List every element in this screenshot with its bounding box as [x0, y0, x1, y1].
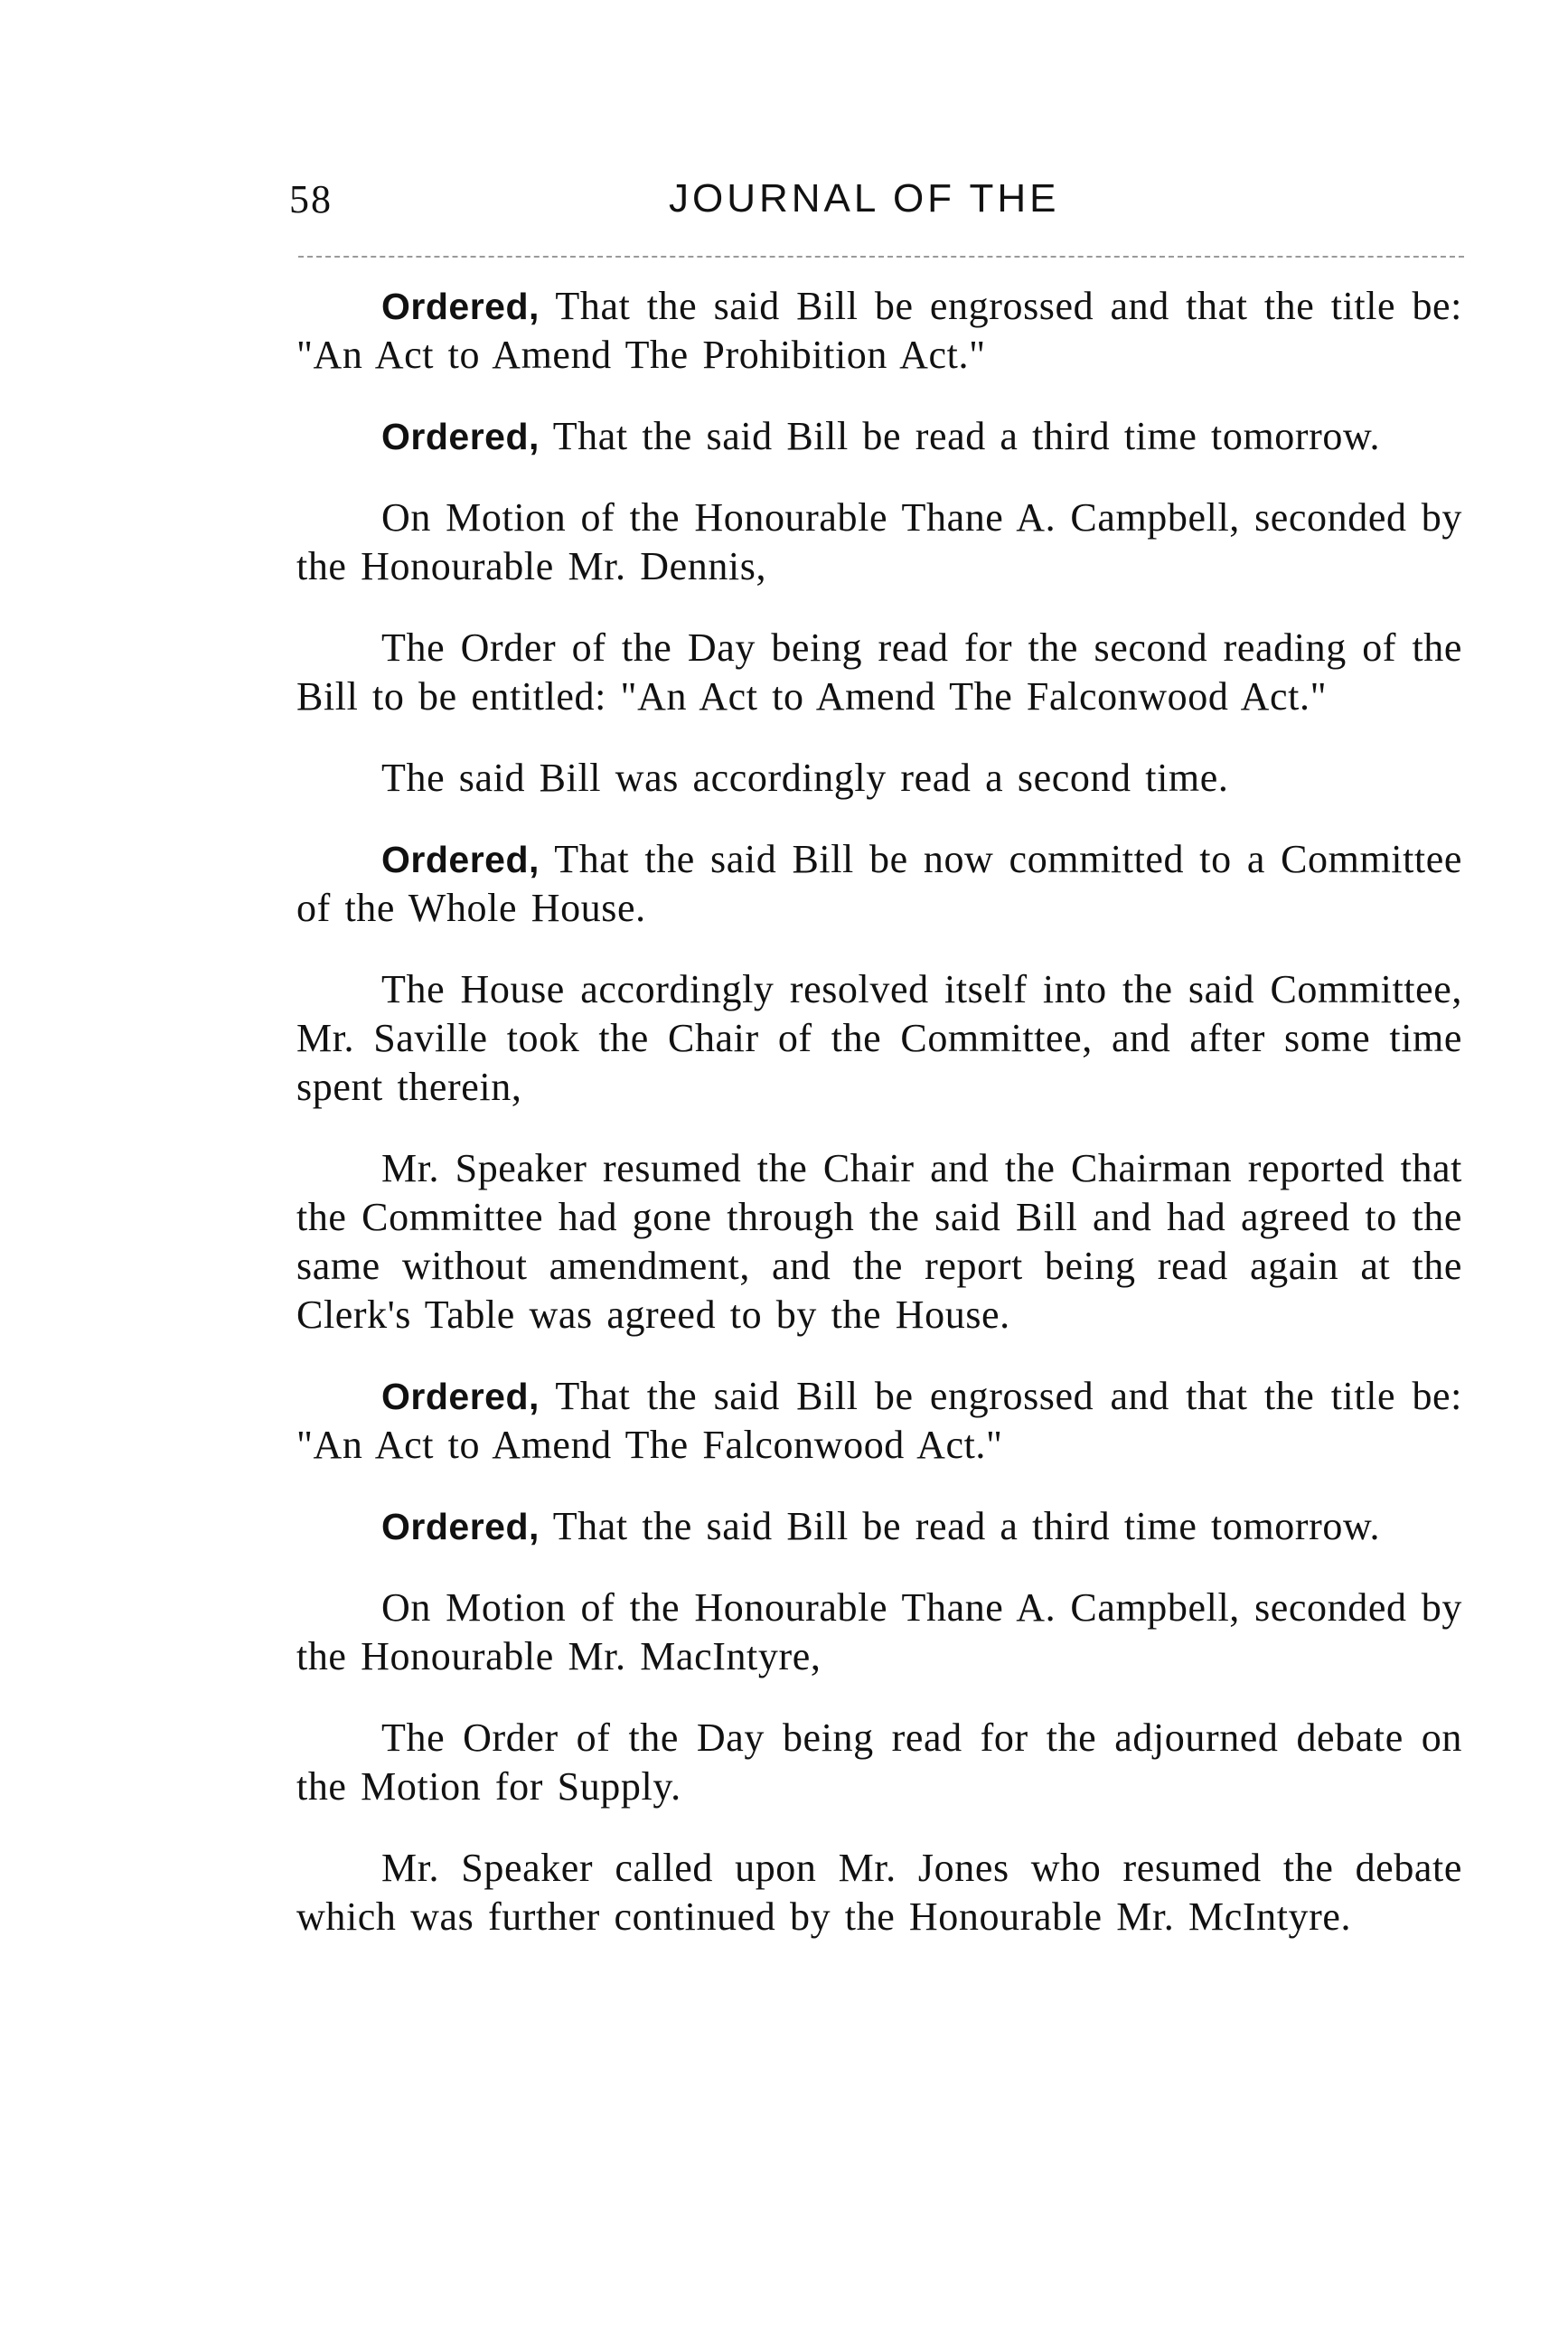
paragraph-text: That the said Bill be engrossed and that the title be: "An Act to Amend The Falconwood Act.": [296, 1374, 1462, 1467]
ordered-keyword: Ordered,: [381, 839, 540, 880]
paragraph-ordered-committed: [296, 835, 1462, 933]
journal-body: [296, 282, 1462, 1974]
paragraph-text: The said Bill was accordingly read a second time.: [381, 756, 1229, 800]
paragraph-text: That the said Bill be now committed to a Committee of the Whole House.: [296, 837, 1462, 930]
page-number: 58: [289, 177, 333, 221]
paragraph-order-adjourned-debate: [296, 1714, 1462, 1811]
paragraph-speaker-resumed: [296, 1144, 1462, 1340]
paragraph-text: That the said Bill be read a third time tomorrow.: [539, 414, 1381, 458]
paragraph-text: On Motion of the Honourable Thane A. Campbell, seconded by the Honourable Mr. Dennis,: [296, 495, 1462, 588]
paragraph-motion-campbell-macintyre: [296, 1584, 1462, 1681]
paragraph-text: That the said Bill be engrossed and that the title be: "An Act to Amend The Prohibition Act.": [296, 284, 1462, 377]
paragraph-ordered-third-reading-2: [296, 1502, 1462, 1551]
paragraph-text: That the said Bill be read a third time tomorrow.: [539, 1504, 1381, 1548]
paragraph-motion-campbell-dennis: [296, 494, 1462, 591]
ordered-keyword: Ordered,: [381, 416, 540, 457]
paragraph-speaker-called-jones: [296, 1844, 1462, 1941]
running-head: [289, 176, 1464, 249]
header-rule: [298, 256, 1464, 258]
ordered-keyword: Ordered,: [381, 1506, 540, 1547]
paragraph-text: Mr. Speaker called upon Mr. Jones who resumed the debate which was further continued by the Honourable Mr. McIntyre.: [296, 1846, 1462, 1939]
paragraph-house-resolved: [296, 965, 1462, 1112]
paragraph-text: The Order of the Day being read for the second reading of the Bill to be entitled: "An Act to Amend The Falconwood Act.": [296, 625, 1462, 719]
paragraph-ordered-third-reading: [296, 412, 1462, 461]
paragraph-order-second-reading: [296, 624, 1462, 721]
ordered-keyword: Ordered,: [381, 286, 540, 327]
paragraph-text: Mr. Speaker resumed the Chair and the Chairman reported that the Committee had gone through the said Bill and had agreed to the same without amendment, and the report being read again at the Clerk's Table was agreed to by the House.: [296, 1146, 1462, 1337]
ordered-keyword: Ordered,: [381, 1376, 540, 1417]
paragraph-text: On Motion of the Honourable Thane A. Campbell, seconded by the Honourable Mr. MacIntyre,: [296, 1585, 1462, 1678]
paragraph-text: The House accordingly resolved itself into the said Committee, Mr. Saville took the Chair of the Committee, and after some time spent therein,: [296, 967, 1462, 1109]
paragraph-read-second-time: [296, 754, 1462, 803]
paragraph-text: The Order of the Day being read for the adjourned debate on the Motion for Supply.: [296, 1716, 1462, 1809]
paragraph-ordered-engrossed-falconwood: [296, 1372, 1462, 1470]
running-head-title: JOURNAL OF THE: [669, 176, 1060, 221]
paragraph-ordered-engrossed-prohibition: [296, 282, 1462, 380]
